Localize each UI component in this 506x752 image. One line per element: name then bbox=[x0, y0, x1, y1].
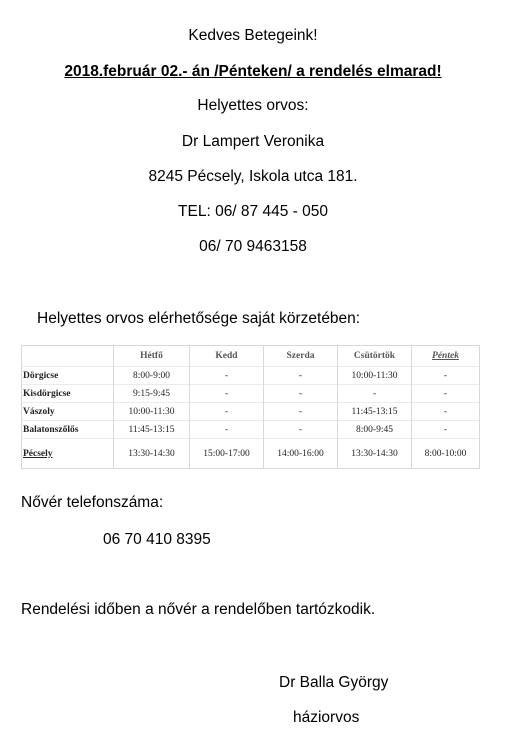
time-cell: - bbox=[264, 367, 338, 385]
table-row bbox=[22, 421, 480, 439]
signature-title: háziorvos bbox=[293, 709, 360, 726]
time-cell: - bbox=[412, 421, 480, 439]
time-cell: - bbox=[412, 403, 480, 421]
schedule-table bbox=[21, 345, 480, 469]
schedule-header-cell: Csütörtök bbox=[338, 346, 412, 367]
schedule-header-cell bbox=[22, 346, 114, 367]
time-cell: - bbox=[264, 403, 338, 421]
time-cell: 15:00-17:00 bbox=[190, 439, 264, 469]
time-cell: 8:00-10:00 bbox=[412, 439, 480, 469]
substitute-address: 8245 Pécsely, Iskola utca 181. bbox=[148, 168, 358, 185]
time-cell: - bbox=[412, 367, 480, 385]
nurse-phone: 06 70 410 8395 bbox=[103, 531, 211, 548]
time-cell: 10:00-11:30 bbox=[338, 367, 412, 385]
substitute-name: Dr Lampert Veronika bbox=[181, 133, 325, 150]
time-cell: 11:45-13:15 bbox=[338, 403, 412, 421]
substitute-mobile: 06/ 70 9463158 bbox=[199, 238, 307, 255]
time-cell: 8:00-9:45 bbox=[338, 421, 412, 439]
schedule-header-cell: Hétfő bbox=[114, 346, 190, 367]
schedule-header-cell: Péntek bbox=[412, 346, 480, 367]
time-cell: - bbox=[338, 385, 412, 403]
time-cell: 13:30-14:30 bbox=[114, 439, 190, 469]
substitute-tel: TEL: 06/ 87 445 - 050 bbox=[178, 203, 328, 220]
time-cell: 11:45-13:15 bbox=[114, 421, 190, 439]
time-cell: - bbox=[264, 385, 338, 403]
schedule-header-cell: Szerda bbox=[264, 346, 338, 367]
time-cell: - bbox=[412, 385, 480, 403]
place-cell: Vászoly bbox=[22, 403, 114, 421]
time-cell: 9:15-9:45 bbox=[114, 385, 190, 403]
time-cell: - bbox=[190, 367, 264, 385]
office-note: Rendelési időben a nővér a rendelőben tartózkodik. bbox=[21, 601, 376, 618]
place-cell: Dörgicse bbox=[22, 367, 114, 385]
time-cell: 8:00-9:00 bbox=[114, 367, 190, 385]
place-cell: Balatonszőlős bbox=[22, 421, 114, 439]
signature-name: Dr Balla György bbox=[279, 674, 389, 691]
greeting: Kedves Betegeink! bbox=[188, 27, 318, 44]
place-cell: Kisdörgicse bbox=[22, 385, 114, 403]
table-row bbox=[22, 403, 480, 421]
schedule-header-row bbox=[22, 346, 480, 367]
time-cell: - bbox=[190, 421, 264, 439]
table-row bbox=[22, 439, 480, 469]
nurse-heading: Nővér telefonszáma: bbox=[21, 494, 164, 511]
time-cell: 10:00-11:30 bbox=[114, 403, 190, 421]
schedule-heading: Helyettes orvos elérhetősége saját körzetében: bbox=[37, 310, 361, 327]
schedule-header-cell: Kedd bbox=[190, 346, 264, 367]
table-row bbox=[22, 385, 480, 403]
time-cell: 14:00-16:00 bbox=[264, 439, 338, 469]
time-cell: - bbox=[190, 403, 264, 421]
time-cell: - bbox=[264, 421, 338, 439]
announcement: 2018.február 02.- án /Pénteken/ a rendelés elmarad! bbox=[64, 63, 442, 80]
place-cell: Pécsely bbox=[22, 439, 114, 469]
substitute-heading: Helyettes orvos: bbox=[197, 97, 309, 114]
time-cell: 13:30-14:30 bbox=[338, 439, 412, 469]
table-row bbox=[22, 367, 480, 385]
time-cell: - bbox=[190, 385, 264, 403]
